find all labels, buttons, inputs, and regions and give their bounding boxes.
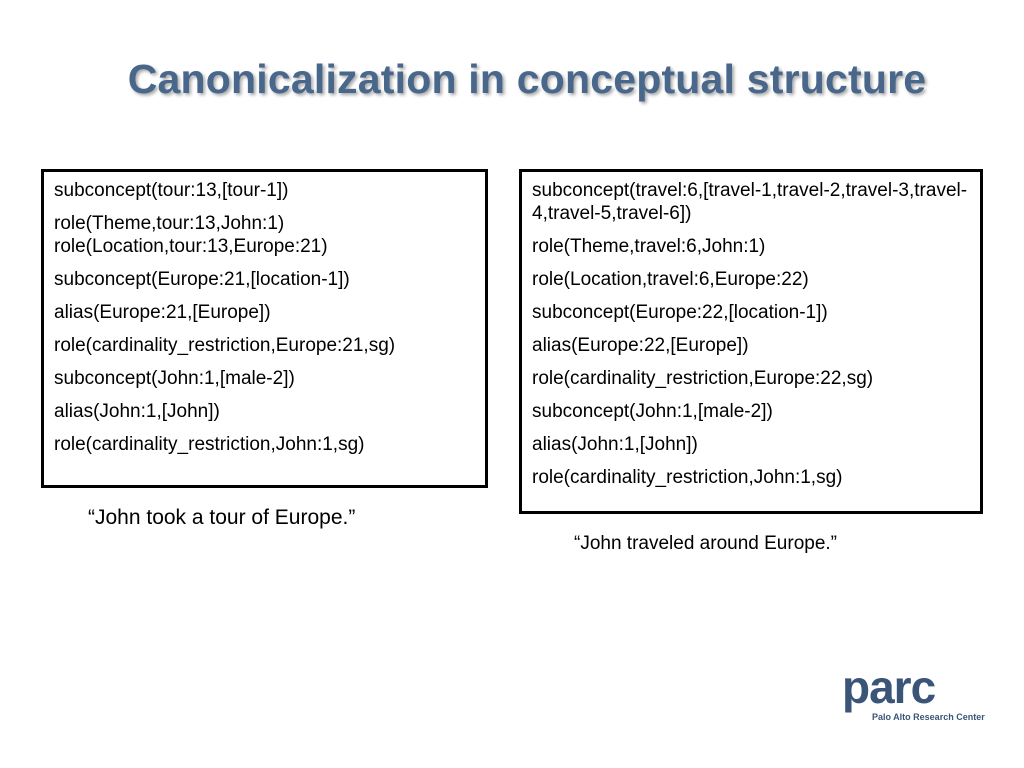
left-line-4: subconcept(Europe:21,[location-1]) — [54, 269, 350, 290]
left-line-6: role(cardinality_restriction,Europe:21,sg) — [54, 335, 396, 356]
left-line-7: subconcept(John:1,[male-2]) — [54, 368, 295, 389]
logo-subtitle: Palo Alto Research Center — [872, 712, 985, 722]
left-caption: “John took a tour of Europe.” — [88, 506, 356, 529]
right-line-1: subconcept(travel:6,[travel-1,travel-2,travel-3,travel-4,travel-5,travel-6]) — [532, 180, 968, 224]
right-line-7: subconcept(John:1,[male-2]) — [532, 401, 773, 422]
right-concept-box — [519, 169, 983, 514]
logo-wordmark: parc — [842, 661, 936, 713]
right-line-9: role(cardinality_restriction,John:1,sg) — [532, 467, 843, 488]
slide-title: Canonicalization in conceptual structure — [127, 56, 927, 102]
right-line-2: role(Theme,travel:6,John:1) — [532, 236, 766, 257]
parc-logo — [842, 661, 985, 726]
left-concept-box — [41, 169, 488, 488]
left-line-5: alias(Europe:21,[Europe]) — [54, 302, 271, 323]
right-caption: “John traveled around Europe.” — [574, 533, 837, 554]
right-line-6: role(cardinality_restriction,Europe:22,sg) — [532, 368, 874, 389]
left-line-8: alias(John:1,[John]) — [54, 401, 220, 422]
left-line-3: role(Location,tour:13,Europe:21) — [54, 236, 328, 257]
right-line-5: alias(Europe:22,[Europe]) — [532, 335, 749, 356]
left-line-2: role(Theme,tour:13,John:1) — [54, 213, 285, 234]
left-line-9: role(cardinality_restriction,John:1,sg) — [54, 434, 365, 455]
right-line-4: subconcept(Europe:22,[location-1]) — [532, 302, 828, 323]
right-line-3: role(Location,travel:6,Europe:22) — [532, 269, 809, 290]
left-line-1: subconcept(tour:13,[tour-1]) — [54, 180, 289, 201]
right-line-8: alias(John:1,[John]) — [532, 434, 698, 455]
